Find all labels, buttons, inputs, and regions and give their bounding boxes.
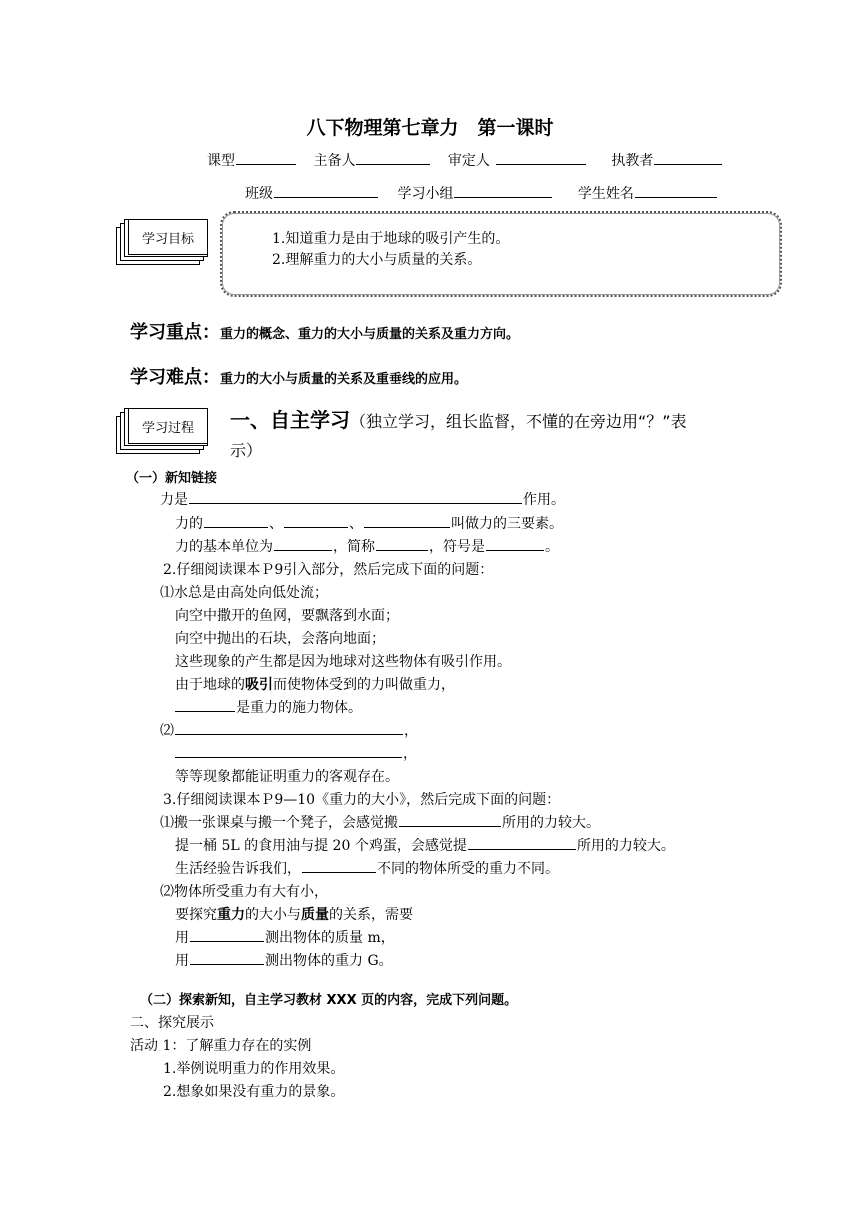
line-three-elements: 力的 、 、 叫做力的三要素。 — [175, 513, 563, 533]
symbol-blank[interactable] — [486, 536, 544, 551]
preparer-field[interactable] — [356, 150, 430, 165]
activity-q2: 2.想象如果没有重力的景象。 — [163, 1084, 345, 1100]
key-point-text: 重力的概念、重力的大小与质量的关系及重力方向。 — [220, 327, 520, 342]
goal-item-2: 2.理解重力的大小与质量的关系。 — [272, 252, 482, 268]
group-label: 学习小组 — [397, 186, 454, 202]
class-label: 班级 — [245, 186, 273, 202]
section1-title: （一）新知链接 — [126, 471, 218, 486]
force-def-blank[interactable] — [189, 489, 522, 504]
process-heading — [230, 404, 687, 433]
element-blank-2[interactable] — [284, 513, 348, 528]
key-point-label: 学习重点： — [130, 322, 220, 343]
line-gravity-size: ⑵物体所受重力有大有小， — [160, 884, 328, 900]
example-blank-2[interactable] — [175, 743, 402, 758]
line-read-p9-10: 3.仔细阅读课本Ｐ9—10《重力的大小》，然后完成下面的问题： — [163, 792, 561, 808]
teacher-field[interactable] — [654, 150, 722, 165]
difficult-point-label: 学习难点： — [130, 367, 220, 388]
line-read-p9: 2.仔细阅读课本Ｐ9引入部分，然后完成下面的问题： — [163, 562, 494, 578]
process-tab-label: 学习过程 — [128, 408, 208, 444]
abbr-blank[interactable] — [376, 536, 428, 551]
gravity-tool-blank[interactable] — [190, 950, 264, 965]
process-heading-note-cont: 示） — [230, 441, 263, 460]
process-heading-title: 一、自主学习 — [230, 408, 350, 432]
line-water: ⑴水总是由高处向低处流； — [160, 585, 328, 601]
reviewer-field[interactable] — [496, 150, 586, 165]
goals-tab-label: 学习目标 — [128, 219, 208, 255]
goals-tab-icon — [116, 213, 212, 263]
difficult-point — [130, 363, 467, 389]
line-proof: 等等现象都能证明重力的客观存在。 — [175, 769, 399, 785]
experience-blank[interactable] — [302, 858, 376, 873]
mass-tool-blank[interactable] — [190, 927, 264, 942]
line-experience: 生活经验告诉我们， 不同的物体所受的重力不同。 — [175, 858, 559, 878]
line-gravity-def: 由于地球的吸引而使物体受到的力叫做重力， — [175, 677, 455, 693]
line-desk: ⑴搬一张课桌与搬一个凳子，会感觉搬 所用的力较大。 — [160, 812, 600, 832]
line-explore: 要探究重力的大小与质量的关系，需要 — [175, 907, 413, 923]
course-type-field[interactable] — [236, 150, 296, 165]
line-measure-mass: 用 测出物体的质量 m， — [175, 927, 395, 947]
line-example-2: ， — [175, 743, 417, 763]
source-blank[interactable] — [175, 697, 235, 712]
element-blank-3[interactable] — [364, 513, 450, 528]
meta-row-2 — [245, 183, 718, 203]
line-attraction: 这些现象的产生都是因为地球对这些物体有吸引作用。 — [175, 654, 511, 670]
student-field[interactable] — [635, 183, 717, 198]
unit-blank[interactable] — [274, 536, 332, 551]
meta-row-1 — [207, 150, 723, 170]
line-oil: 提一桶 5L 的食用油与提 20 个鸡蛋，会感觉提 所用的力较大。 — [175, 835, 675, 855]
preparer-label: 主备人 — [313, 153, 356, 169]
line-force-def: 力是 作用。 — [160, 489, 565, 509]
course-type-label: 课型 — [207, 153, 235, 169]
activity-q1: 1.举例说明重力的作用效果。 — [163, 1061, 345, 1077]
line-stone: 向空中抛出的石块，会落向地面； — [175, 631, 385, 647]
section2-title: （二）探索新知，自主学习教材 XXX 页的内容，完成下列问题。 — [140, 993, 518, 1008]
example-blank-1[interactable] — [175, 720, 403, 735]
class-field[interactable] — [274, 183, 378, 198]
student-label: 学生姓名 — [577, 186, 634, 202]
reviewer-label: 审定人 — [447, 153, 490, 169]
line-unit: 力的基本单位为 ，简称 ，符号是 。 — [175, 536, 559, 556]
group-field[interactable] — [454, 183, 552, 198]
line-example-1: ⑵ ， — [160, 720, 418, 740]
teacher-label: 执教者 — [611, 153, 654, 169]
element-blank-1[interactable] — [204, 513, 268, 528]
page-title: 八下物理第七章力 第一课时 — [306, 117, 554, 139]
key-point — [130, 318, 519, 344]
line-fishnet: 向空中撒开的鱼网，要飘落到水面； — [175, 608, 399, 624]
process-heading-note: （独立学习，组长监督，不懂的在旁边用“？”表 — [350, 412, 687, 431]
process-tab-icon — [116, 402, 212, 452]
line-source: 是重力的施力物体。 — [175, 697, 362, 717]
section2-display: 二、探究展示 — [130, 1015, 214, 1031]
desk-blank[interactable] — [399, 812, 501, 827]
oil-blank[interactable] — [468, 835, 576, 850]
activity-1: 活动 1：了解重力存在的实例 — [130, 1038, 312, 1054]
line-measure-gravity: 用 测出物体的重力 G。 — [175, 950, 393, 970]
goal-item-1: 1.知道重力是由于地球的吸引产生的。 — [272, 231, 510, 247]
difficult-point-text: 重力的大小与质量的关系及重垂线的应用。 — [220, 372, 468, 387]
